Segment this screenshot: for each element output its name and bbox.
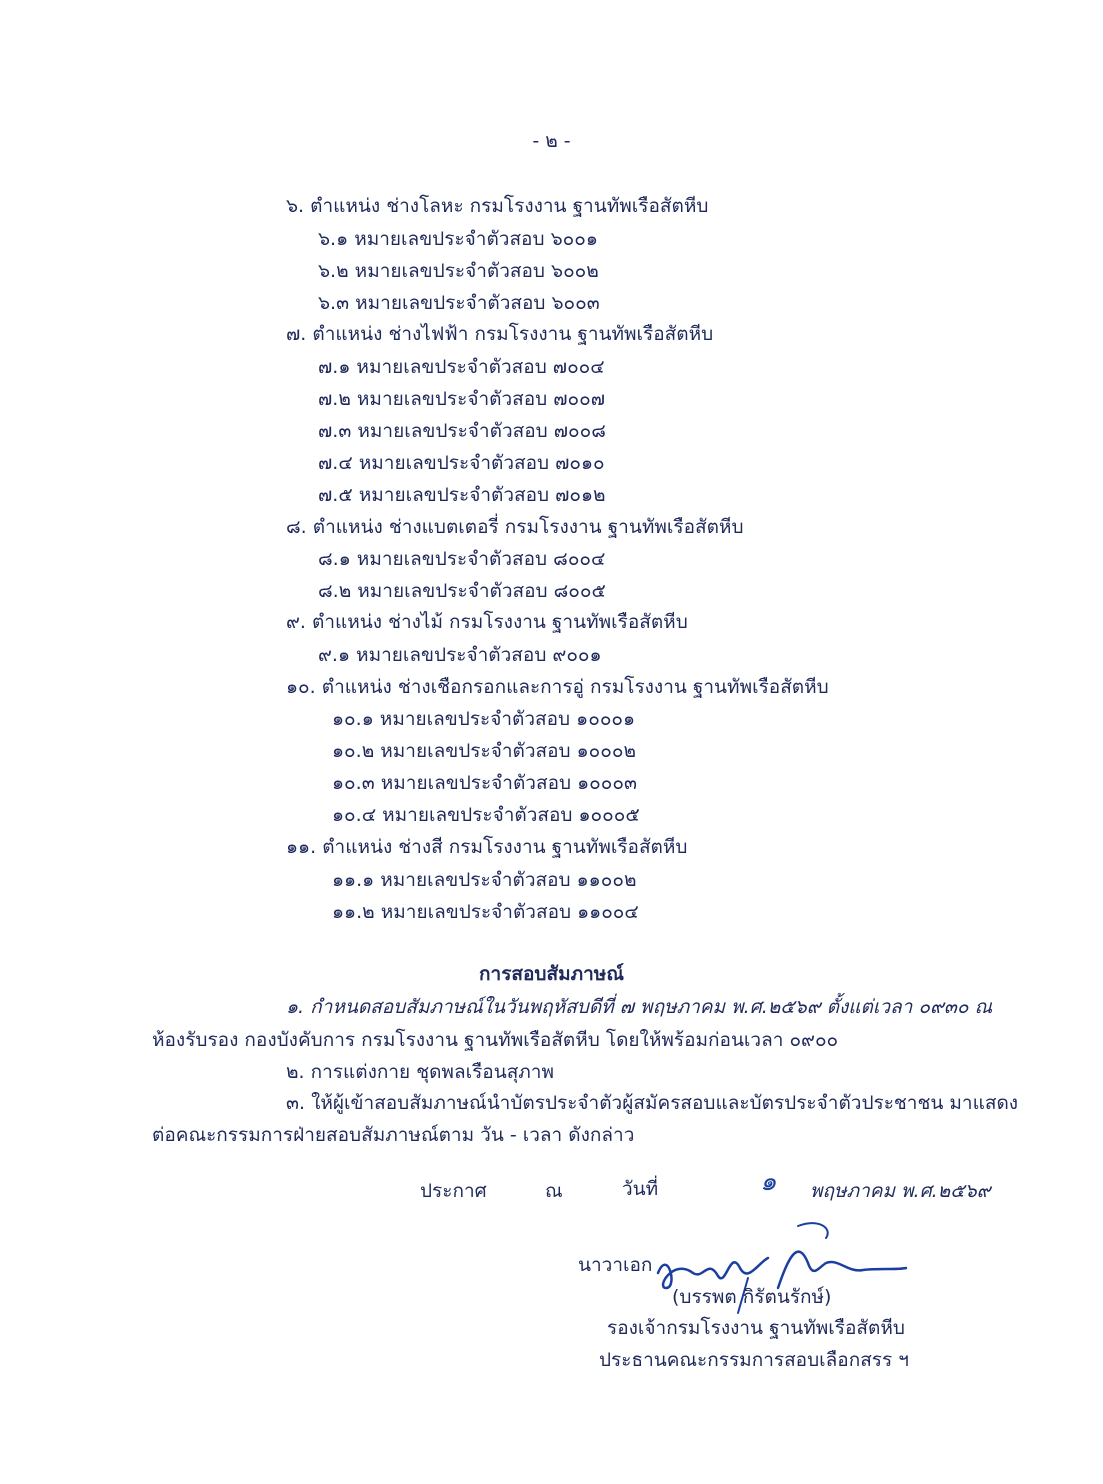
interview-heading: การสอบสัมภาษณ์ <box>479 963 624 985</box>
position-title: ๘. ตำแหน่ง ช่างแบตเตอรี่ กรมโรงงาน ฐานทัพเรือสัตหีบ <box>286 516 744 538</box>
exam-id-item: ๗.๕ หมายเลขประจำตัวสอบ ๗๐๑๒ <box>318 484 606 506</box>
signatory-role: ประธานคณะกรรมการสอบเลือกสรร ฯ <box>599 1349 909 1371</box>
exam-id-item: ๗.๑ หมายเลขประจำตัวสอบ ๗๐๐๔ <box>318 356 605 378</box>
position-title: ๑๐. ตำแหน่ง ช่างเชือกรอกและการอู่ กรมโรงงาน ฐานทัพเรือสัตหีบ <box>286 676 829 698</box>
interview-item-1-line1: ๑. กำหนดสอบสัมภาษณ์ในวันพฤหัสบดีที่ ๗ พฤษภาคม พ.ศ.๒๕๖๙ ตั้งแต่เวลา ๐๙๓๐ ณ <box>286 996 993 1018</box>
announce-date-label: วันที่ <box>622 1178 659 1200</box>
position-title: ๙. ตำแหน่ง ช่างไม้ กรมโรงงาน ฐานทัพเรือสัตหีบ <box>286 611 688 633</box>
announce-day-handwritten: ๑ <box>760 1167 777 1197</box>
exam-id-item: ๑๐.๔ หมายเลขประจำตัวสอบ ๑๐๐๐๕ <box>332 804 640 826</box>
exam-id-item: ๖.๒ หมายเลขประจำตัวสอบ ๖๐๐๒ <box>318 260 599 282</box>
announce-label: ประกาศ <box>420 1180 487 1202</box>
signatory-position: รองเจ้ากรมโรงงาน ฐานทัพเรือสัตหีบ <box>607 1317 905 1339</box>
exam-id-item: ๗.๒ หมายเลขประจำตัวสอบ ๗๐๐๗ <box>318 388 606 410</box>
exam-id-item: ๘.๒ หมายเลขประจำตัวสอบ ๘๐๐๕ <box>318 580 606 602</box>
position-title: ๑๑. ตำแหน่ง ช่างสี กรมโรงงาน ฐานทัพเรือสัตหีบ <box>286 836 688 858</box>
exam-id-item: ๖.๓ หมายเลขประจำตัวสอบ ๖๐๐๓ <box>318 292 600 314</box>
position-title: ๖. ตำแหน่ง ช่างโลหะ กรมโรงงาน ฐานทัพเรือสัตหีบ <box>286 195 709 217</box>
interview-item-1-line2: ห้องรับรอง กองบังคับการ กรมโรงงาน ฐานทัพเรือสัตหีบ โดยให้พร้อมก่อนเวลา ๐๙๐๐ <box>152 1029 839 1051</box>
exam-id-item: ๗.๔ หมายเลขประจำตัวสอบ ๗๐๑๐ <box>318 452 605 474</box>
exam-id-item: ๖.๑ หมายเลขประจำตัวสอบ ๖๐๐๑ <box>318 228 598 250</box>
interview-item-3-line1: ๓. ให้ผู้เข้าสอบสัมภาษณ์นำบัตรประจำตัวผู้สมัครสอบและบัตรประจำตัวประชาชน มาแสดง <box>286 1092 1019 1114</box>
exam-id-item: ๗.๓ หมายเลขประจำตัวสอบ ๗๐๐๘ <box>318 420 606 442</box>
announce-at: ณ <box>545 1180 563 1202</box>
exam-id-item: ๑๐.๒ หมายเลขประจำตัวสอบ ๑๐๐๐๒ <box>332 740 636 762</box>
exam-id-item: ๑๑.๒ หมายเลขประจำตัวสอบ ๑๑๐๐๔ <box>332 901 639 923</box>
exam-id-item: ๑๑.๑ หมายเลขประจำตัวสอบ ๑๑๐๐๒ <box>332 869 637 891</box>
signatory-rank: นาวาเอก <box>578 1254 653 1276</box>
position-title: ๗. ตำแหน่ง ช่างไฟฟ้า กรมโรงงาน ฐานทัพเรือสัตหีบ <box>286 323 714 345</box>
exam-id-item: ๘.๑ หมายเลขประจำตัวสอบ ๘๐๐๔ <box>318 548 606 570</box>
signatory-name: (บรรพต กิรัตนรักษ์) <box>672 1286 832 1308</box>
exam-id-item: ๑๐.๑ หมายเลขประจำตัวสอบ ๑๐๐๐๑ <box>332 708 636 730</box>
exam-id-item: ๙.๑ หมายเลขประจำตัวสอบ ๙๐๐๑ <box>318 644 602 666</box>
interview-item-2: ๒. การแต่งกาย ชุดพลเรือนสุภาพ <box>286 1061 555 1083</box>
page-number: - ๒ - <box>532 130 571 152</box>
interview-item-3-line2: ต่อคณะกรรมการฝ่ายสอบสัมภาษณ์ตาม วัน - เวลา ดังกล่าว <box>152 1124 635 1146</box>
exam-id-item: ๑๐.๓ หมายเลขประจำตัวสอบ ๑๐๐๐๓ <box>332 772 637 794</box>
announce-month-year: พฤษภาคม พ.ศ.๒๕๖๙ <box>810 1180 991 1202</box>
